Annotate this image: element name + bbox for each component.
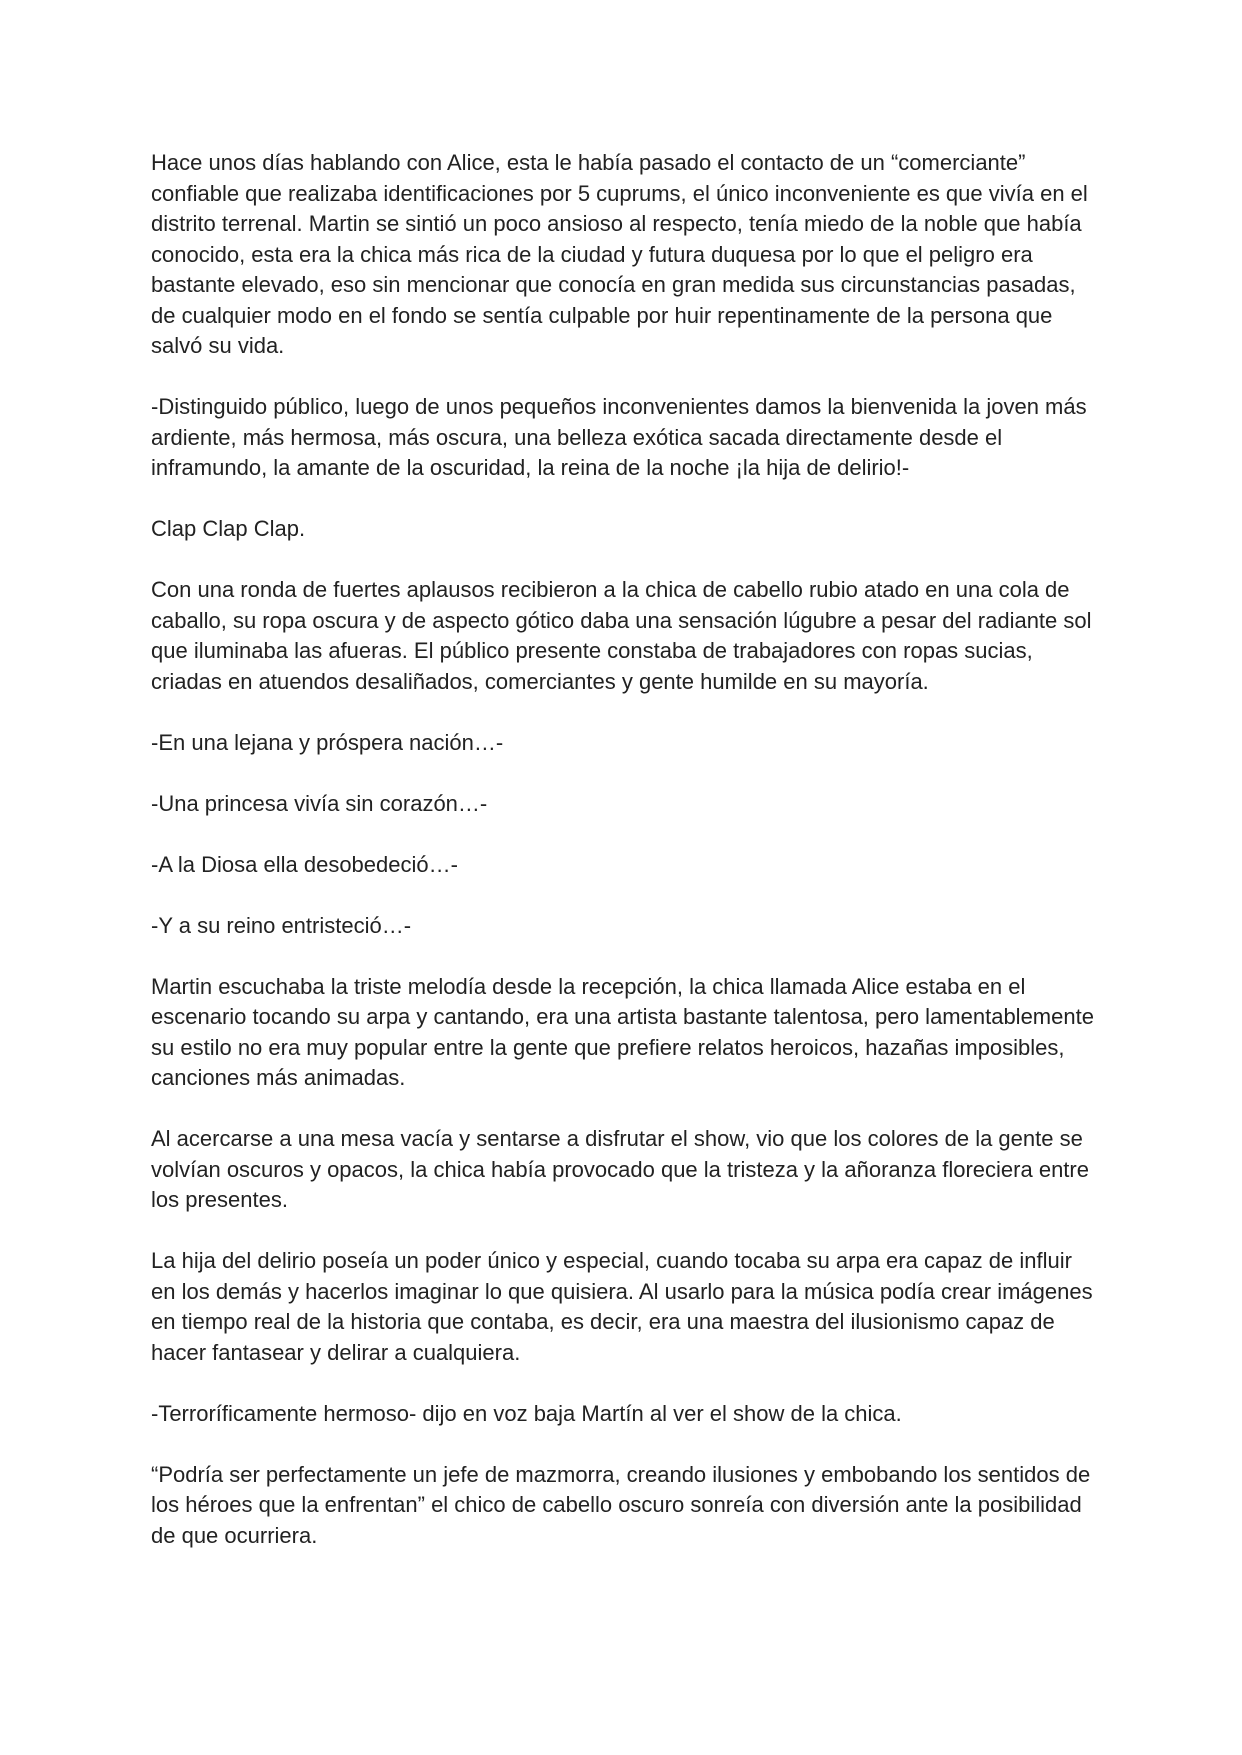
paragraph: Martin escuchaba la triste melodía desde la recepción, la chica llamada Alice estaba en el escenario tocando su arpa y cantando, era una artista bastante talentosa, pero lamentablemente su estilo no era muy popular entre la gente que prefiere relatos heroicos, hazañas imposibles, canciones más animadas.	[151, 973, 1094, 1090]
paragraph: Clap Clap Clap.	[151, 516, 306, 541]
paragraph: -Terroríficamente hermoso- dijo en voz baja Martín al ver el show de la chica.	[151, 1400, 902, 1426]
paragraph: -A la Diosa ella desobedeció…-	[151, 851, 458, 877]
paragraph: Hace unos días hablando con Alice, esta le había pasado el contacto de un “comerciante” confiable que realizaba identificaciones por 5 cuprums, el único inconveniente es que vivía en el distrito terrenal. Martin se sintió un poco ansioso al respecto, tenía miedo de la noble que había conocido, esta era la chica más rica de la ciudad y futura duquesa por lo que el peligro era bastante elevado, eso sin mencionar que conocía en gran medida sus circunstancias pasadas, de cualquier modo en el fondo se sentía culpable por huir repentinamente de la persona que salvó su vida.	[151, 150, 1088, 358]
paragraph: -Una princesa vivía sin corazón…-	[151, 790, 488, 816]
paragraph: “Podría ser perfectamente un jefe de mazmorra, creando ilusiones y embobando los sentidos de los héroes que la enfrentan” el chico de cabello oscuro sonreía con diversión ante la posibilidad de que ocurriera.	[151, 1461, 1091, 1548]
paragraph: La hija del delirio poseía un poder único y especial, cuando tocaba su arpa era capaz de influir en los demás y hacerlos imaginar lo que quisiera. Al usarlo para la música podía crear imágenes en tiempo real de la historia que contaba, es decir, era una maestra del ilusionismo capaz de hacer fantasear y delirar a cualquiera.	[151, 1248, 1093, 1365]
paragraph: Al acercarse a una mesa vacía y sentarse a disfrutar el show, vio que los colores de la gente se volvían oscuros y opacos, la chica había provocado que la tristeza y la añoranza floreciera entre los presentes.	[151, 1126, 1089, 1212]
paragraph: -Y a su reino entristeció…-	[151, 912, 412, 938]
paragraph: -Distinguido público, luego de unos pequeños inconvenientes damos la bienvenida la joven más ardiente, más hermosa, más oscura, una belleza exótica sacada directamente desde el inframundo, la amante de la oscuridad, la reina de la noche ¡la hija de delirio!-	[151, 394, 1087, 480]
paragraph: -En una lejana y próspera nación…-	[151, 729, 504, 755]
document-body	[151, 148, 1101, 1582]
paragraph: Con una ronda de fuertes aplausos recibieron a la chica de cabello rubio atado en una cola de caballo, su ropa oscura y de aspecto gótico daba una sensación lúgubre a pesar del radiante sol que iluminaba las afueras. El público presente constaba de trabajadores con ropas sucias, criadas en atuendos desaliñados, comerciantes y gente humilde en su mayoría.	[151, 577, 1092, 694]
